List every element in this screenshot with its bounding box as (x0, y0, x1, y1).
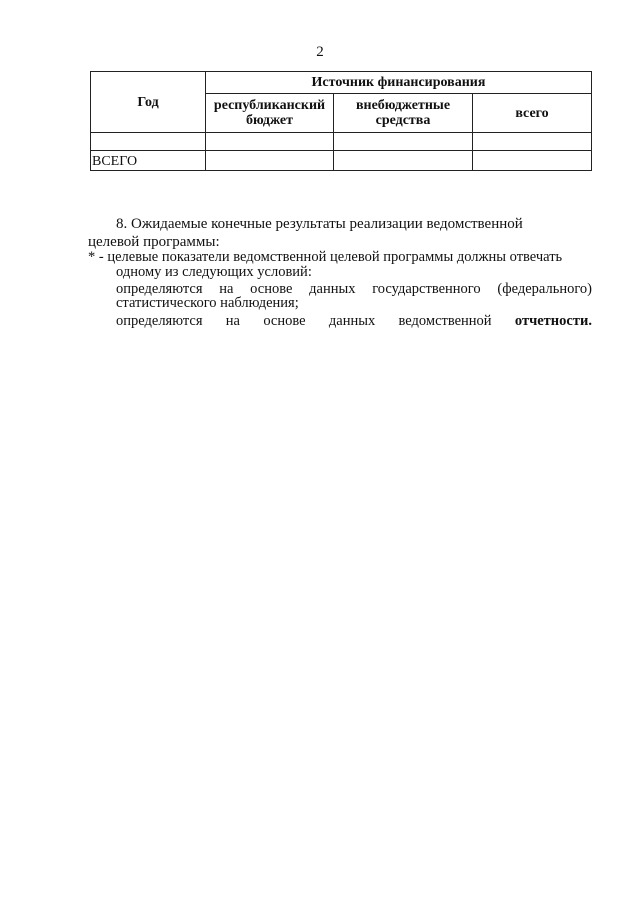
word: на (225, 313, 240, 329)
note-line2: одному из следующих условий: (116, 264, 312, 280)
table-row (91, 133, 592, 151)
condition-2 (116, 314, 592, 329)
page-number: 2 (316, 44, 324, 60)
word: данных (309, 281, 356, 297)
word: определяются (116, 313, 203, 329)
table-cell (206, 133, 334, 151)
table-row-total (91, 151, 592, 171)
word: отчетности. (514, 313, 592, 329)
word: определяются (116, 281, 203, 297)
note-line1: * - целевые показатели ведомственной целевой программы должны отвечать (88, 249, 563, 265)
table-cell (206, 151, 334, 171)
word: основе (250, 281, 293, 297)
word: ведомственной (398, 313, 492, 329)
word: данных (328, 313, 376, 329)
total-row-label: ВСЕГО (91, 151, 206, 171)
section-heading-line1: 8. Ожидаемые конечные результаты реализации ведомственной (116, 216, 523, 232)
header-total: всего (473, 94, 592, 133)
table-cell (91, 133, 206, 151)
condition-1-line2: статистического наблюдения; (116, 295, 299, 311)
header-extrabudgetary-funds: внебюджетные средства (334, 94, 473, 133)
word: на (219, 281, 234, 297)
header-financing-source: Источник финансирования (206, 72, 592, 94)
word: (федерального) (497, 281, 592, 297)
table-cell (473, 151, 592, 171)
word: основе (263, 313, 306, 329)
financing-table (90, 71, 592, 171)
section-heading-line2: целевой программы: (88, 234, 220, 250)
table-cell (334, 151, 473, 171)
table-cell (334, 133, 473, 151)
header-year: Год (91, 72, 206, 133)
word: государственного (372, 281, 481, 297)
table-cell (473, 133, 592, 151)
header-republican-budget: республиканский бюджет (206, 94, 334, 133)
